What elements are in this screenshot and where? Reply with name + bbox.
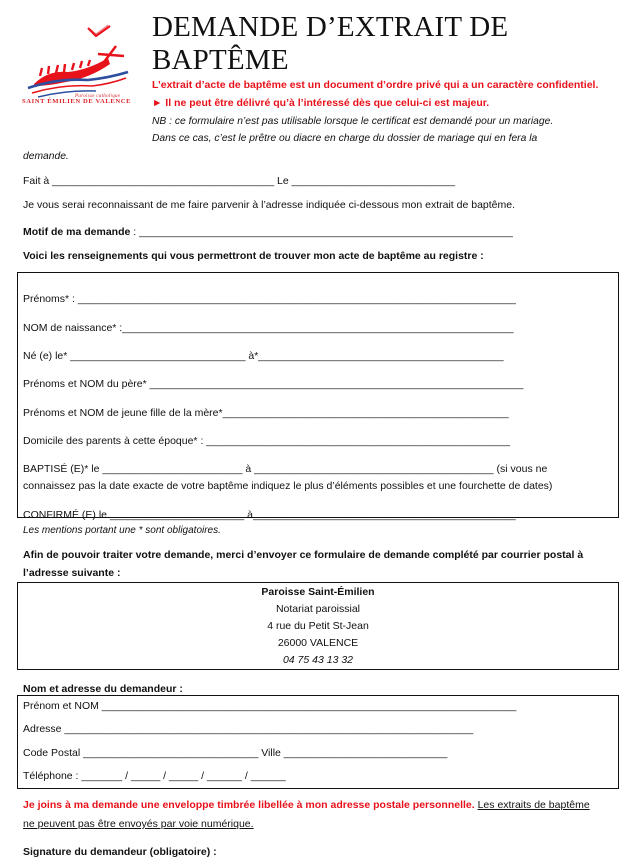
- request-statement: Je vous serai reconnaissant de me faire parvenir à l’adresse indiquée ci-dessous mon extrait de baptême.: [23, 199, 516, 211]
- digital-notice-part1: Les extraits de baptême: [477, 799, 590, 811]
- send-instructions-line1: Afin de pouvoir traiter votre demande, merci d’envoyer ce formulaire de demande complété par courrier postal à: [23, 549, 584, 561]
- page-title-line1: DEMANDE D’EXTRAIT DE: [152, 11, 509, 43]
- motif-input-line[interactable]: : ________________________________________________________________: [130, 226, 513, 238]
- baptise-note: connaissez pas la date exacte de votre baptême indiquez le plus d’éléments possibles et une fourchette de dates): [23, 480, 553, 492]
- requester-postal-city-field[interactable]: Code Postal ______________________________ Ville ____________________________: [23, 747, 448, 759]
- confidential-warning: L’extrait d’acte de baptême est un document d’ordre privé qui a un caractère confidentiel.: [152, 79, 599, 91]
- parish-city: 26000 VALENCE: [277, 637, 359, 649]
- motif-label: Motif de ma demande: [23, 226, 131, 238]
- field-nom-naissance[interactable]: NOM de naissance* :___________________________________________________________________: [23, 322, 514, 334]
- logo-parish-name: SAINT ÉMILIEN DE VALENCE: [22, 98, 132, 105]
- field-prenoms[interactable]: Prénoms* : ___________________________________________________________________________: [23, 293, 516, 305]
- field-confirme[interactable]: CONFIRMÉ (E) le _______________________ à_____________________________________________: [23, 509, 516, 521]
- envelope-notice-line: [23, 799, 590, 811]
- field-mere[interactable]: Prénoms et NOM de jeune fille de la mère*_________________________________________________: [23, 407, 509, 419]
- field-pere[interactable]: Prénoms et NOM du père* ________________________________________________________________: [23, 378, 524, 390]
- mandatory-note: Les mentions portant une * sont obligatoires.: [23, 525, 221, 536]
- digital-notice-part2: ne peuvent pas être envoyés par voie numérique.: [23, 818, 254, 830]
- place-date-field[interactable]: Fait à ______________________________________ Le ____________________________: [23, 175, 456, 187]
- parish-phone: 04 75 43 13 32: [282, 654, 354, 666]
- requester-name-field[interactable]: Prénom et NOM _______________________________________________________________________: [23, 700, 517, 712]
- send-instructions-line2: l’adresse suivante :: [23, 567, 121, 579]
- logo-subtitle: Paroisse catholique: [75, 94, 121, 99]
- boat-cross-logo-icon: [18, 20, 136, 102]
- majority-warning: ► Il ne peut être délivré qu’à l’intéressé dès que celui-ci est majeur.: [152, 97, 490, 109]
- field-baptise[interactable]: BAPTISÉ (E)* le ________________________ à _________________________________________ (si vous ne: [23, 463, 548, 475]
- field-ne-le[interactable]: Né (e) le* ______________________________ à*__________________________________________: [23, 350, 504, 362]
- envelope-notice: Je joins à ma demande une enveloppe timbrée libellée à mon adresse postale personnelle.: [23, 799, 475, 811]
- nb-note-line2: Dans ce cas, c’est le prêtre ou diacre en charge du dossier de mariage qui en fera la: [152, 133, 538, 144]
- parish-name: Paroisse Saint-Émilien: [261, 586, 375, 598]
- requester-heading: Nom et adresse du demandeur :: [23, 683, 183, 695]
- parish-logo: [18, 20, 136, 102]
- requester-address-field[interactable]: Adresse ______________________________________________________________________: [23, 723, 474, 735]
- signature-label: Signature du demandeur (obligatoire) :: [23, 846, 217, 858]
- registry-heading: Voici les renseignements qui vous permettront de trouver mon acte de baptême au registre :: [23, 250, 484, 262]
- nb-note-line1: NB : ce formulaire n’est pas utilisable lorsque le certificat est demandé pour un mariage.: [152, 116, 554, 127]
- parish-street: 4 rue du Petit St-Jean: [267, 620, 369, 632]
- nb-note-line3: demande.: [23, 151, 69, 162]
- requester-phone-field[interactable]: Téléphone : _______ / _____ / _____ / ______ / ______: [23, 770, 286, 782]
- parish-office: Notariat paroissial: [275, 603, 361, 615]
- field-domicile-parents[interactable]: Domicile des parents à cette époque* : ____________________________________________________: [23, 435, 510, 447]
- motif-field[interactable]: [23, 226, 513, 238]
- page-title-line2: BAPTÊME: [152, 44, 289, 76]
